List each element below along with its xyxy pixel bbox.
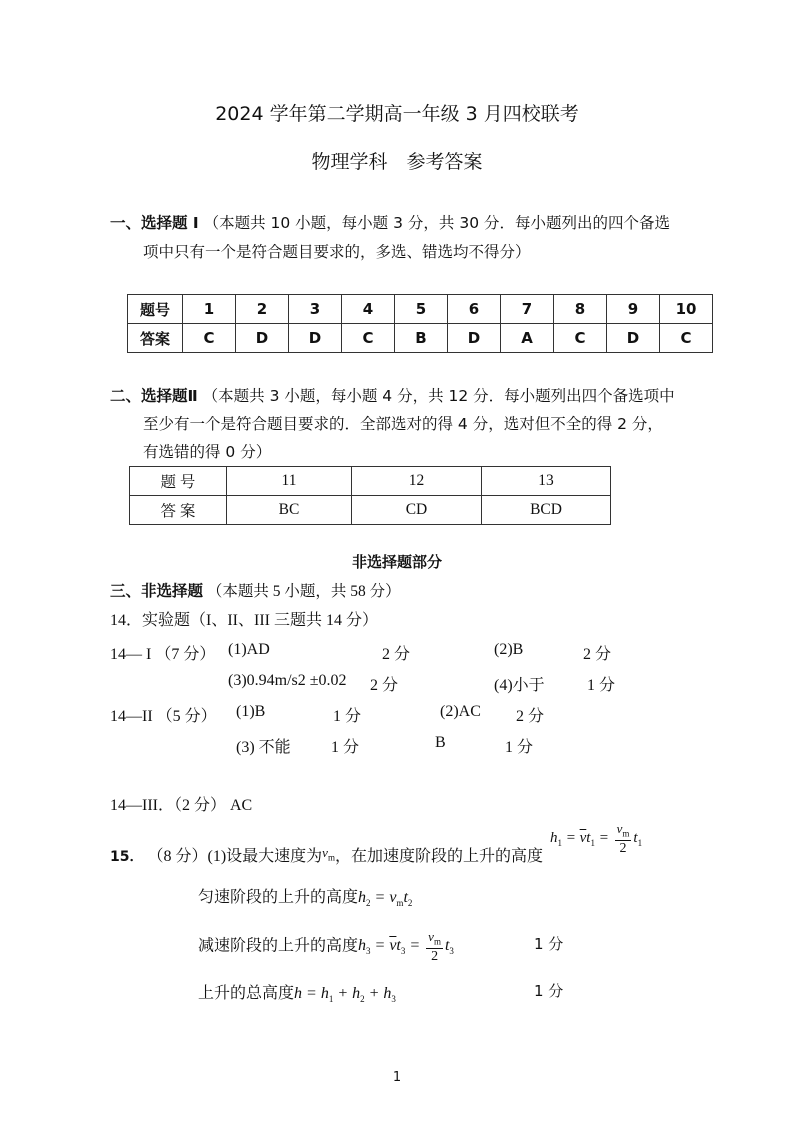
- answer-cell: B: [395, 324, 448, 353]
- answer-cell: BC: [227, 496, 352, 525]
- question-number: 8: [554, 295, 607, 324]
- q15-line1-mid: ，在加速度阶段的上升的高度: [334, 848, 543, 865]
- section1-heading: 一、选择题 Ⅰ: [110, 214, 199, 232]
- table-row-answers: [128, 324, 713, 353]
- section2-answer-table: [129, 466, 611, 525]
- question-number: 3: [289, 295, 342, 324]
- section3-heading: 三、非选择题: [110, 582, 204, 600]
- question-number: 2: [236, 295, 289, 324]
- row-label: 题号: [128, 295, 183, 324]
- section3-intro: [110, 579, 401, 601]
- question-number: 4: [342, 295, 395, 324]
- question-number: 13: [482, 467, 611, 496]
- answer-cell: C: [554, 324, 607, 353]
- document-title: 2024 学年第二学期高一年级 3 月四校联考: [215, 103, 579, 125]
- q15-line1: [110, 843, 543, 866]
- formula-h3: $h_3 = \overline{v}t_3$ = $\frac{v_m}{2}$ $t_3$: [358, 929, 454, 964]
- q14-part1-score2: 2 分: [583, 646, 612, 663]
- q14-part2-answer1: (1)B: [236, 703, 266, 720]
- answer-cell: C: [342, 324, 395, 353]
- q15-line4-text: 上升的总高度: [198, 985, 295, 1002]
- q14-part2-label: 14—II （5 分）: [110, 708, 217, 725]
- q14-part2-score3: 1 分: [331, 739, 360, 756]
- row-label: 答 案: [130, 496, 227, 525]
- question-number: 9: [607, 295, 660, 324]
- answer-cell: D: [448, 324, 501, 353]
- q14-part2-score4: 1 分: [505, 739, 534, 756]
- fraction-vm-over-2: $\frac{v_m}{2}$: [428, 929, 441, 964]
- answer-cell: D: [236, 324, 289, 353]
- q15-score: （8 分）: [147, 848, 208, 865]
- q14-part1-answer2: (2)B: [494, 641, 524, 658]
- q15-line2-text: 匀速阶段的上升的高度: [198, 889, 359, 906]
- q14-part1-score1: 2 分: [382, 646, 411, 663]
- section3-desc: （本题共 5 小题，共 58 分）: [206, 583, 401, 600]
- section2-intro: [110, 384, 675, 406]
- section2-desc-line3: 有选错的得 0 分）: [143, 443, 272, 461]
- q14-part2-score2: 2 分: [516, 708, 545, 725]
- fraction-vm-over-2: $\frac{v_m}{2}$: [616, 821, 630, 856]
- formula-vm: vm: [322, 845, 335, 863]
- q14-part2-answer4: B: [435, 734, 446, 751]
- answer-cell: CD: [352, 496, 482, 525]
- document-subtitle: 物理学科 参考答案: [311, 151, 483, 173]
- q14-part3: [110, 792, 252, 815]
- q15-line2: [198, 884, 412, 908]
- section1-desc-line2: 项中只有一个是符合题目要求的，多选、错选均不得分）: [143, 243, 531, 261]
- answer-cell: D: [607, 324, 660, 353]
- answer-cell: BCD: [482, 496, 611, 525]
- question-number: 10: [660, 295, 713, 324]
- question-number: 1: [183, 295, 236, 324]
- row-label: 题 号: [130, 467, 227, 496]
- row-label: 答案: [128, 324, 183, 353]
- answer-cell: A: [501, 324, 554, 353]
- q15-label: 15．: [110, 849, 144, 865]
- q14-part2-score1: 1 分: [333, 708, 362, 725]
- table-row-numbers: [128, 295, 713, 324]
- question-number: 7: [501, 295, 554, 324]
- q14-part1-answer1: (1)AD: [228, 641, 270, 658]
- q14-part1-label: 14— I （7 分）: [110, 646, 216, 663]
- section2-desc-line2: 至少有一个是符合题目要求的．全部选对的得 4 分，选对但不全的得 2 分，: [143, 415, 663, 433]
- q15-line3-score: 1 分: [534, 935, 564, 953]
- q14-intro: 14．实验题（I、II、III 三题共 14 分）: [110, 612, 378, 629]
- q14-part2-answer2: (2)AC: [440, 703, 481, 720]
- section1-answer-table: [127, 294, 713, 353]
- section2-desc-line1: （本题共 3 小题，每小题 4 分，共 12 分．每小题列出四个备选项中: [202, 387, 675, 405]
- q14-part1-score4: 1 分: [587, 677, 616, 694]
- answer-cell: C: [660, 324, 713, 353]
- question-number: 11: [227, 467, 352, 496]
- formula-h2: $h_2 = v_mt_2$: [358, 889, 413, 909]
- q15-line4: [198, 980, 396, 1004]
- q14-part3-answer: AC: [230, 797, 253, 814]
- page-number: 1: [392, 1070, 402, 1085]
- q15-line1-text: (1)设最大速度为: [207, 848, 323, 865]
- section1-desc-line1: （本题共 10 小题，每小题 3 分，共 30 分．每小题列出的四个备选: [203, 214, 670, 232]
- q15-line4-score: 1 分: [534, 982, 564, 1000]
- part-title: 非选择题部分: [351, 553, 442, 571]
- question-number: 5: [395, 295, 448, 324]
- answer-cell: C: [183, 324, 236, 353]
- answer-cell: D: [289, 324, 342, 353]
- section2-heading: 二、选择题Ⅱ: [110, 387, 198, 405]
- table-row-numbers: [130, 467, 611, 496]
- q14-part2-answer3: (3) 不能: [236, 739, 291, 756]
- q14-part1-answer3: (3)0.94m/s2 ±0.02: [228, 672, 347, 689]
- q14-part1-score3: 2 分: [370, 677, 399, 694]
- q15-line3: [198, 930, 454, 964]
- question-number: 6: [448, 295, 501, 324]
- q14-part1-answer4: (4)小于: [494, 677, 545, 694]
- q15-line3-text: 减速阶段的上升的高度: [198, 937, 359, 955]
- formula-h1: $h_1 = \overline{v}t_1$ = $\frac{v_m}{2}$ $t_1$: [550, 821, 643, 856]
- formula-h-total: $h = h_1 + h_2 + h_3$: [294, 985, 396, 1005]
- q14-part3-label: 14—III．（2 分）: [110, 797, 226, 814]
- table-row-answers: [130, 496, 611, 525]
- question-number: 12: [352, 467, 482, 496]
- section1-intro: [110, 211, 670, 233]
